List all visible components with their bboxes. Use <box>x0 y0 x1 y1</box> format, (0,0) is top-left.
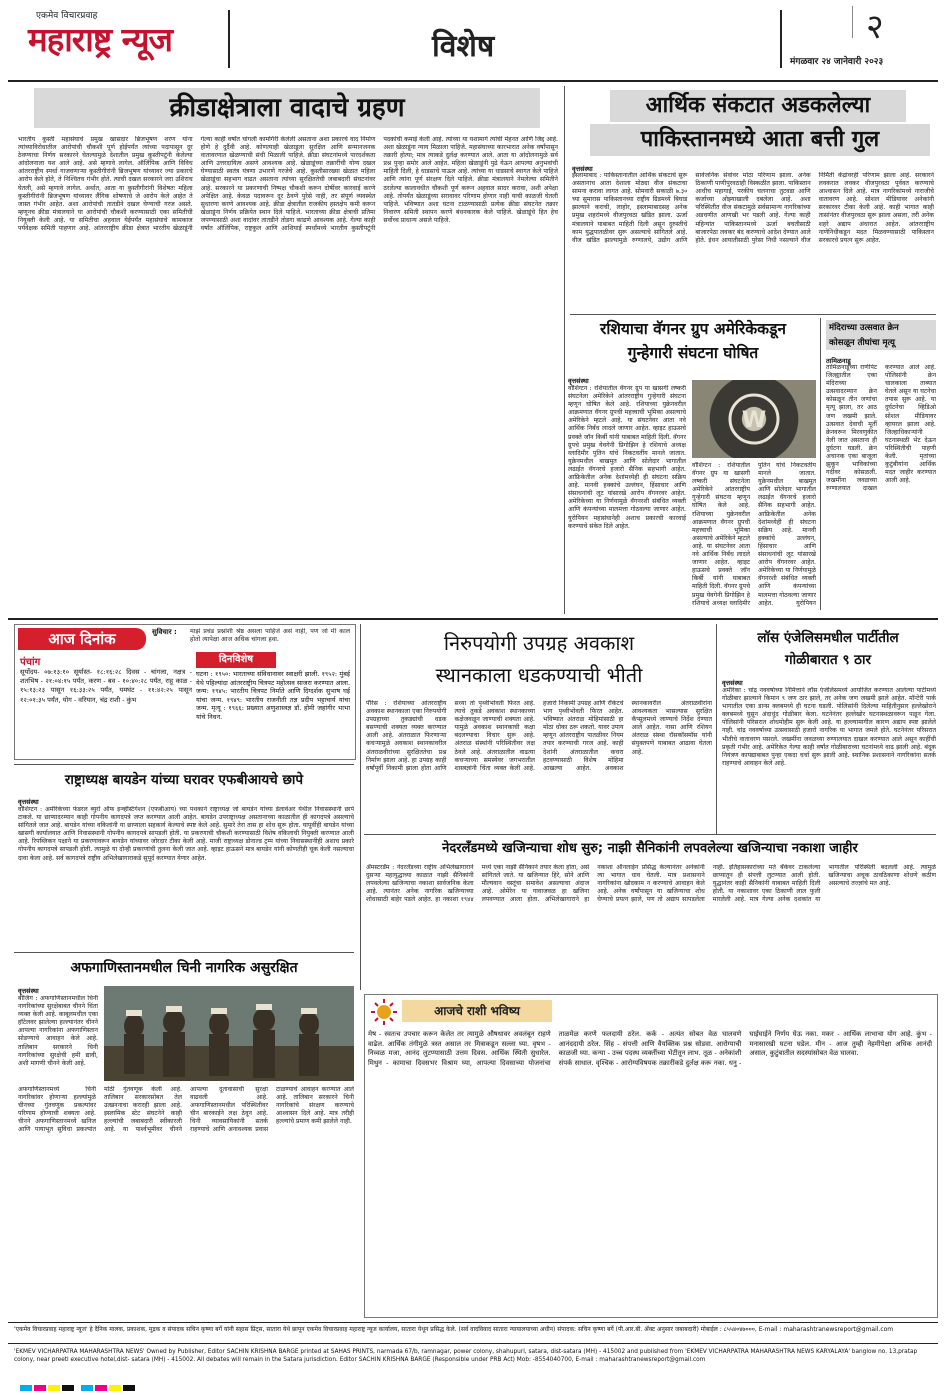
satellite-body: पॅरिस : रशियाच्या आंतरराष्ट्रीय अवकाश स्थानकाला एका निरुपयोगी उपग्रहाच्या तुकड्यांची धडक बसण्याची शक्यता व्यक्त करण्यात आली आहे. अंतराळात फिरणाऱ्या कचऱ्यामुळे अवकाश स्थानकावरील अंतराळवीरांच्या सुरक्षिततेचा प्रश्न निर्माण झाला आहे. हा उपग्रह काही वर्षांपूर्वी निकामी झाला होता आणि सध्या तो पृथ्वीभोवती फिरत आहे. त्याचे तुकडे अवकाश स्थानकाच्या कक्षेजवळून जाण्याची शक्यता आहे. यामुळे अवकाश स्थानकाची कक्षा बदलण्याचा विचार सुरू आहे. अंतराळ संस्थांनी परिस्थितीवर लक्ष ठेवले आहे. अंतराळातील वाढत्या कचऱ्याच्या समस्येवर जगभरातील शास्त्रज्ञांनी चिंता व्यक्त केली आहे. हजारो निकामी उपग्रह आणि रॉकेटचे भाग पृथ्वीभोवती फिरत आहेत. भविष्यात अंतराळ मोहिमांसाठी हा मोठा धोका ठरू शकतो. यावर उपाय म्हणून आंतरराष्ट्रीय पातळीवर नियम तयार करण्याची गरज आहे. काही देशांनी अंतराळातील कचरा हटवण्यासाठी विशेष मोहिमा आखल्या आहेत. अवकाश स्थानकावरील अंतराळवीरांना आवश्यकता भासल्यास सुरक्षित कॅप्सूलमध्ये जाण्याचे निर्देश देण्यात आले आहेत. नासा आणि रशियन अंतराळ संस्था रॉसकॉसमॉस यांनी संयुक्तपणे याबाबत आढावा घेतला आहे. <box>366 700 712 772</box>
svg-text:W: W <box>741 408 767 433</box>
dinvishesh-text: घटना : १९५०: भारताच्या संविधानावर स्वाक्षरी झाली. १९५२: मुंबई येथे पहिल्यांदा आंतरराष्ट्रीय चित्रपट महोत्सव साजरा करण्यात आला. जन्म: १९४५: भारतीय चित्रपट निर्माते आणि दिग्दर्शक सुभाष घई यांचा जन्म. १९४९: भारतीय राजनीती तज्ञ प्रदीप भट्टाचार्य यांचा जन्म. मृत्यू : १९६६: प्रख्यात अणुशास्त्रज्ञ डॉ. होमी जहांगीर भाभा यांचे निधन. <box>196 670 350 721</box>
satellite-headline-1: निरुपयोगी उपग्रह अवकाश <box>443 631 635 655</box>
sports-headline-box <box>34 88 540 128</box>
afghanistan-headline: अफगाणिस्तानमधील चिनी नागरिक असुरक्षित <box>70 960 298 976</box>
pakistan-body: इस्लामाबाद : पाकिस्तानातील आर्थिक संकटाचे सुरू असतानाच आता देशाला मोठ्या वीज संकटाचा सामना करावा लागत आहे. सोमवारी सकाळी ७.३० च्या सुमारास पाकिस्तानच्या राष्ट्रीय ग्रिडमध्ये बिघाड झाल्याने कराची, लाहोर, इस्लामाबादसह अनेक प्रमुख शहरांमध्ये वीजपुरवठा खंडित झाला. ऊर्जा मंत्रालयाने याबाबत माहिती दिली असून दुरुस्तीचे काम युद्धपातळीवर सुरू असल्याचे सांगितले आहे. वीज खंडित झाल्यामुळे रुग्णालये, उद्योग आणि सार्वजनिक सेवांवर मोठा परिणाम झाला. अनेक ठिकाणी पाणीपुरवठाही विस्कळीत झाला. पाकिस्तान आधीच महागाई, परकीय चलनाचा तुटवडा आणि कर्जाच्या ओझ्याखाली दबलेला आहे. अशा परिस्थितीत वीज संकटामुळे सर्वसामान्य नागरिकांच्या अडचणीत आणखी भर पडली आहे. गेल्या काही महिन्यांत पाकिस्तानमध्ये ऊर्जा बचतीसाठी बाजारपेठा लवकर बंद करण्याचे आदेश देण्यात आले होते. इंधन आयातीसाठी पुरेसा निधी नसल्याने वीज निर्मिती केंद्रांवरही परिणाम झाला आहे. सरकारने लवकरात लवकर वीजपुरवठा पूर्ववत करण्याचे आश्वासन दिले आहे. मात्र नागरिकांमध्ये नाराजीचे वातावरण आहे. सोशल मीडियावर अनेकांनी सरकारवर टीका केली आहे. काही भागात काही तासांनंतर वीजपुरवठा सुरू झाला असला, तरी अनेक शहरे अद्याप अंधारात आहेत. आंतरराष्ट्रीय नाणेनिधीकडून मदत मिळवण्यासाठी पाकिस्तान सरकारचे प्रयत्न सुरू आहेत. <box>572 172 934 244</box>
rashi-title: आजचे राशी भविष्य <box>402 1000 552 1022</box>
wagner-headline-2: गुन्हेगारी संघटना घोषित <box>627 344 759 362</box>
pakistan-headline-2: पाकिस्तानमध्ये आता बत्ती गुल <box>590 124 930 156</box>
paper-name: महाराष्ट्र न्यूज <box>28 20 172 59</box>
losangeles-headline-2: गोळीबारात ९ ठार <box>784 652 872 668</box>
afghanistan-body-left: बीजिंग : अफगाणिस्तानमधील चिनी नागरिकांच्या सुरक्षेबाबत चीनने चिंता व्यक्त केली आहे. काबूलमधील एका हॉटेलवर झालेल्या हल्ल्यानंतर चीनने आपल्या नागरिकांना अफगाणिस्तान सोडण्याचे आवाहन केले आहे. तालिबान सरकारने चिनी नागरिकांच्या सुरक्षेची हमी द्यावी, अशी मागणी चीनने केली आहे. <box>18 995 98 1067</box>
biden-headline: राष्ट्राध्यक्ष बायडेन यांच्या घरावर एफबीआयचे छापे <box>64 772 304 788</box>
afghanistan-body: अफगाणिस्तानमध्ये चिनी नागरिकांवर होणाऱ्या हल्ल्यांमुळे चीनच्या गुंतवणूक प्रकल्पांवर परिणाम होण्याची शक्यता आहे. चीनने अफगाणिस्तानमध्ये खनिज आणि पायाभूत सुविधा प्रकल्पांत मोठी गुंतवणूक केली आहे. तालिबान सरकारसोबत तेल उत्खननाचा करारही झाला आहे. इस्लामिक स्टेट संघटनेने काही हल्ल्यांची जबाबदारी स्वीकारली आहे. या पार्श्वभूमीवर चीनने आपल्या दूतावासाची सुरक्षा वाढवली आहे. अफगाणिस्तानमधील परिस्थितीवर चीन बारकाईने लक्ष ठेवून आहे. चिनी व्यावसायिकांनी सतर्क राहण्याचे आणि अनावश्यक प्रवास टाळण्याचे आवाहन करण्यात आले आहे. तालिबान सरकारने चिनी नागरिकांचे संरक्षण करण्याचे आश्वासन दिले आहे. मात्र तरीही हल्ल्यांचे प्रमाण कमी झालेले नाही. <box>18 1086 354 1134</box>
wagner-body-cont: वॉशिंग्टन : रशियातील वॅगनर ग्रुप या खासगी लष्करी संघटनेला अमेरिकेने आंतरराष्ट्रीय गुन्हेगारी संघटना म्हणून घोषित केले आहे. रशियाच्या युक्रेनवरील आक्रमणात वॅगनर ग्रुपची महत्त्वाची भूमिका असल्याचे अमेरिकेने म्हटले आहे. या संघटनेवर आता नवे आर्थिक निर्बंध लादले जाणार आहेत. व्हाइट हाऊसचे प्रवक्ते जॉन किर्बी यांनी याबाबत माहिती दिली. वॅगनर ग्रुपचे प्रमुख येवगेनी प्रिगोझिन हे रशियाचे अध्यक्ष व्लादिमीर पुतिन यांचे निकटवर्तीय मानले जातात. युक्रेनमधील बाखमुत आणि सोलेदार भागातील लढाईत वॅगनरचे हजारो सैनिक सहभागी आहेत. आफ्रिकेतील अनेक देशांमध्येही ही संघटना सक्रिय आहे. मानवी हक्कांचे उल्लंघन, हिंसाचार आणि संसाधनांची लूट यांसारखे आरोप वॅगनरवर आहेत. अमेरिकेच्या या निर्णयामुळे वॅगनरशी संबंधित व्यक्ती आणि कंपन्यांच्या मालमत्ता गोठवल्या जाणार आहेत. युरोपियन <box>692 462 816 607</box>
footer-marathi: 'एकमेव विचारप्रवाह महाराष्ट्र न्यूज' हे दैनिक मालक, प्रकाशक, मुद्रक व संपादक सचिन कृष्णा बर्गे यांनी सहास प्रिंट्स, सातारा येथे छापून एकमेव विचारप्रवाह महाराष्ट्र न्यूज कार्यालय, सातारा येथून प्रसिद्ध केले. (सर्व वादविवाद सातारा न्यायालयाच्या अधीन) संपादक: सचिन कृष्णा बर्गे (पी.आर.बी. ॲक्ट अनुसार जबाबदारी) मोबाईल : ८५५४०४७०००, E-mail : maharashtranewsreport@gmail.com <box>14 1326 894 1333</box>
footer-english: 'EKMEV VICHARPATRA MAHARASHTRA NEWS' Owned by Publisher, Editor SACHIN KRISHNA BARGE printed at SAHAS PRINTS, narmada 67/b, ramnagar, power colony, shahupuri, satara, dist-satara (MH) - 415002 and published from 'EKMEV VICHARPATRA MAHARASHTRA NEWS KARYALAYA' banglow no. 13,pratap colony, near preeti executive hotel,dist- satara (MH) - 415002. All debates will remain in the Satara jurisdiction. Editor SACHIN KRISHNA BARGE (Responsible under PRB Act) Mob: -8554040700, E-mail : maharashtranewsreport@gmail.com <box>14 1349 918 1363</box>
dinvishesh-title: दिनविशेष <box>196 652 276 668</box>
page-number: २ <box>866 7 884 47</box>
temple-headline-1: मंदिराच्या उत्सवात क्रेन <box>829 323 899 333</box>
afghanistan-source: वृत्तसंस्था <box>18 987 39 995</box>
temple-body: तामिळनाडूच्या राणीपेट जिल्ह्यातील एका मंदिराच्या उत्सवादरम्यान क्रेन कोसळून तीन जणांचा मृत्यू झाला, तर आठ जण जखमी झाले. उत्सवात देवाची मूर्ती क्रेनवरून मिरवणुकीत नेली जात असताना ही दुर्घटना घडली. क्रेन अचानक एका बाजूला झुकून भाविकांच्या गर्दीवर कोसळली. जखमींना जवळच्या रुग्णालयात दाखल करण्यात आले आहे. पोलिसांनी क्रेन चालकाला ताब्यात घेतले असून या घटनेचा तपास सुरू आहे. या दुर्घटनेचा व्हिडिओ सोशल मीडियावर व्हायरल झाला आहे. जिल्हाधिकाऱ्यांनी घटनास्थळी भेट देऊन परिस्थितीची पाहणी केली. मृतांच्या कुटुंबीयांना आर्थिक मदत जाहीर करण्यात आली आहे. <box>826 364 936 493</box>
satellite-headline-2: स्थानकाला धडकण्याची भीती <box>435 663 643 687</box>
wagner-body: वॉशिंग्टन : रशियातील वॅगनर ग्रुप या खासगी लष्करी संघटनेला अमेरिकेने आंतरराष्ट्रीय गुन्हेगारी संघटना म्हणून घोषित केले आहे. रशियाच्या युक्रेनवरील आक्रमणात वॅगनर ग्रुपची महत्त्वाची भूमिका असल्याचे अमेरिकेने म्हटले आहे. या संघटनेवर आता नवे आर्थिक निर्बंध लादले जाणार आहेत. व्हाइट हाऊसचे प्रवक्ते जॉन किर्बी यांनी याबाबत माहिती दिली. वॅगनर ग्रुपचे प्रमुख येवगेनी प्रिगोझिन हे रशियाचे अध्यक्ष व्लादिमीर पुतिन यांचे निकटवर्तीय मानले जातात. युक्रेनमधील बाखमुत आणि सोलेदार भागातील लढाईत वॅगनरचे हजारो सैनिक सहभागी आहेत. आफ्रिकेतील अनेक देशांमध्येही ही संघटना सक्रिय आहे. मानवी हक्कांचे उल्लंघन, हिंसाचार आणि संसाधनांची लूट यांसारखे आरोप वॅगनरवर आहेत. अमेरिकेच्या या निर्णयामुळे वॅगनरशी संबंधित व्यक्ती आणि कंपन्यांच्या मालमत्ता गोठवल्या जाणार आहेत. युरोपियन महासंघानेही अशाच प्रकारची कारवाई करण्याचे संकेत दिले आहेत. <box>568 385 686 530</box>
losangeles-headline-1: लॉस एंजेलिसमधील पार्टीतील <box>757 630 899 646</box>
suvichar-text: माझं प्रचंड प्रश्नांशी श्रेष्ठ असला पाहिजे असं नाही, पण जो मी काल होतो त्यापेक्षा आज अधिक चांगला हवा. <box>190 628 350 644</box>
rashi-body: मेष - स्वतःच उपचार करून केलेत तर त्यामुळे औषधावर अवलंबून राहणे वाढेल. आर्थिक तंगीमुळे त्रस्त असाल तर मित्राकडून सल्ला घ्या. वृषभ - निव्वळ मजा, आनंद लुटण्यासाठी उत्तम दिवस. आर्थिक स्थिती सुधारेल. मिथुन - कामाचा दिवसभर विश्राम घ्या, आपल्या दिवसाच्या योजनांचा ताळमेळ करणे फलदायी ठरेल. कर्क - अत्यंत सोबत वेळ घालवणे आनंददायी ठरेल. सिंह - संपत्ती आणि वैयक्तिक प्रश्न सोडवा. आरोग्याची काळजी घ्या. कन्या - उच्च पदस्थ व्यक्तींच्या भेटीतून लाभ. तूळ - अनेकांशी संपर्क साधाल. वृश्चिक - आरोग्यविषयक तक्रारींकडे दुर्लक्ष करू नका. धनु - घाईघाईने निर्णय घेऊ नका. मकर - आर्थिक लाभाचा योग आहे. कुंभ - मनासारखी घटना घडेल. मीन - आज तुम्ही नेहमीपेक्षा अधिक आनंदी असाल, कुटुंबातील सदस्यांसोबत वेळ घालवा. <box>368 1030 932 1067</box>
wagner-headline-1: रशियाचा वॅगनर ग्रुप अमेरिकेकडून <box>600 320 786 338</box>
taliban-fighters-photo <box>104 986 354 1081</box>
wagner-source: वृत्तसंस्था <box>568 377 589 385</box>
netherlands-body: ॲमस्टरडॅम : नेदरलँडच्या राष्ट्रीय अभिलेखागाराने दुसऱ्या महायुद्धाच्या काळात नाझी सैनिकांनी लपवलेल्या खजिन्याचा नकाशा सार्वजनिक केला आहे. त्यानंतर अनेक नागरिक खजिन्याच्या शोधासाठी बाहेर पडले आहेत. हा नकाशा १९४४ मध्ये एका नाझी सैनिकाने तयार केला होता, असे सांगितले जाते. या खजिन्यात हिरे, सोने आणि मौल्यवान वस्तूंचा समावेश असल्याचा अंदाज आहे. ओमेरेन या गावाजवळ हा खजिना लपवण्यात आला होता. अभिलेखागाराने हा नकाशा ऑनलाईन प्रसिद्ध केल्यानंतर अनेकांनी त्या भागात धाव घेतली. मात्र प्रशासनाने नागरिकांना खोदकाम न करण्याचे आवाहन केले आहे. अनेक वर्षांपासून या खजिन्याचा शोध घेण्याचे प्रयत्न झाले, पण तो अद्याप सापडलेला नाही. इतिहासकारांच्या मते बँकेवर टाकलेल्या छाप्यातून ही संपत्ती लुटण्यात आली होती. युद्धानंतर काही सैनिकांनी याबाबत माहिती दिली होती. या नकाशावर एका ठिकाणी लाल फुली मारलेली आहे. मात्र गेल्या अनेक दशकांत या भागातील परिस्थिती बदलली आहे. त्यामुळे खजिन्याचा अचूक ठावठिकाणा शोधणे कठीण असल्याचे तज्ज्ञांचे मत आहे. <box>366 864 936 904</box>
temple-headline-box <box>826 320 936 350</box>
biden-body: वॉशिंग्टन : अमेरिकेच्या फेडरल ब्युरो ऑफ इन्व्हेस्टिगेशन (एफबीआय) च्या पथकाने राष्ट्राध्यक्ष जो बायडेन यांच्या डेलावेअर येथील निवासस्थानी छापे टाकले. या छाप्यादरम्यान काही गोपनीय कागदपत्रे जप्त करण्यात आली आहेत. बायडेन उपराष्ट्राध्यक्ष असतानाच्या काळातील ही कागदपत्रे असल्याचे सांगितले जात आहे. बायडेन यांच्या वकिलांनी या छाप्याला सहकार्य केल्याचे स्पष्ट केले आहे. सुमारे तेरा तास हा शोध सुरू होता. यापूर्वीही बायडेन यांच्या खासगी कार्यालयात आणि निवासस्थानी गोपनीय कागदपत्रे सापडली होती. या प्रकरणाची चौकशी करण्यासाठी विशेष वकिलाची नियुक्ती करण्यात आली आहे. रिपब्लिकन पक्षाने या प्रकरणावरून बायडेन यांच्यावर जोरदार टीका केली आहे. माजी राष्ट्राध्यक्ष डोनाल्ड ट्रम्प यांच्या निवासस्थानीही अशाच प्रकारे गोपनीय कागदपत्रे सापडली होती. त्यामुळे या दोन्ही प्रकरणांची तुलना केली जात आहे. व्हाइट हाऊसने मात्र बायडेन यांनी कोणतीही चूक केली नसल्याचा दावा केला आहे. सर्व कागदपत्रे राष्ट्रीय अभिलेखागाराकडे सुपूर्द करण्यात येणार आहेत. <box>18 806 354 862</box>
pakistan-source: वृत्तसंस्था <box>572 165 593 173</box>
sun-emblem-icon <box>370 998 398 1026</box>
netherlands-headline: नेदरलँडमध्ये खजिन्याचा शोध सुरु; नाझी सैनिकांनी लपवलेल्या खजिन्याचा नकाशा जाहीर <box>442 841 858 856</box>
aaj-dinank-title: आज दिनांक <box>18 628 146 650</box>
pakistan-headline-1: आर्थिक संकटात अडकलेल्या <box>610 90 906 122</box>
biden-source: वृत्तसंस्था <box>18 798 39 806</box>
sports-headline: क्रीडाक्षेत्राला वादाचे ग्रहण <box>169 93 405 123</box>
print-color-bar <box>20 1376 137 1395</box>
panchang-text: सूर्योदय- ०७:१३:१० सूर्यास्त- १८:१६:२८ दिवस - चांगला, नक्षत्र - शतभिष - २१:०४:१५ पर्यंत, करण - बव - १०:४०:२८ पर्यंत, राहू काळ - १५:१३:२३ पासून १६:३३:२५ पर्यंत, यमघंट - ११:४२:२५ पासून १२:०१:३५ पर्यंत, योग - वरियान, चंद्र राशी - कुंभ <box>20 668 192 704</box>
section-name: विशेष <box>432 29 495 64</box>
temple-headline-2: कोसळून तीघांचा मृत्यू <box>829 338 895 348</box>
wagner-logo-photo <box>692 380 816 458</box>
masthead <box>0 0 945 76</box>
losangeles-body: अमेरिका : चांद्र नववर्षाच्या निमित्ताने लॉस एंजेलिसमध्ये आयोजित करण्यात आलेल्या पार्टीमध्ये गोळीबार झाल्याने किमान ९ जण ठार झाले, तर अनेक जण जखमी झाले आहेत. मॉन्टेरी पार्क भागातील एका डान्स क्लबमध्ये ही घटना घडली. पोलिसांनी दिलेल्या माहितीनुसार हल्लेखोराने क्लबमध्ये घुसून अंदाधुंद गोळीबार केला. घटनेनंतर हल्लेखोर घटनास्थळावरून पळून गेला. पोलिसांनी परिसरात शोधमोहीम सुरू केली आहे. या हल्ल्यामागील कारण अद्याप स्पष्ट झालेले नाही. चांद्र नववर्षाच्या उत्सवासाठी हजारो नागरिक या भागात जमले होते. घटनेनंतर परिसरात भीतीचे वातावरण पसरले. जखमींना जवळच्या रुग्णालयात दाखल करण्यात आले असून काहींची प्रकृती गंभीर आहे. अमेरिकेत गेल्या काही वर्षांत गोळीबाराच्या घटनांमध्ये वाढ झाली आहे. बंदूक नियंत्रण कायद्याबाबत पुन्हा एकदा चर्चा सुरू झाली आहे. स्थानिक प्रशासनाने नागरिकांना सतर्क राहण्याचे आवाहन केले आहे. <box>722 687 936 767</box>
masthead-tagline: एकमेव विचारप्रवाह <box>36 11 98 21</box>
temple-source: तामिळनाडू <box>826 357 851 365</box>
panchang-title: पंचांग <box>20 657 41 668</box>
sports-body: भारतीय कुस्ती महासंघाचे प्रमुख खासदार ब्रिजभूषण शरण यांना त्यांच्याविरोधातील आरोपांची चौकशी पूर्ण होईपर्यंत त्यांच्या पदापासून दूर ठेवण्याचा निर्णय सरकारने घेतल्यामुळे देशातील प्रमुख कुस्तीपटूंनी केलेल्या आंदोलनाला यश आले आहे. असे म्हणावे लागेल. ऑलिंपिक आणि विविध आंतरराष्ट्रीय स्पर्धा गाजवणाऱ्या कुस्तीगीरांनी ब्रिजभूषण यांच्यावर ज्या प्रकारचे आरोप केले होते, ते निश्चितच गंभीर होते. त्याची दखल सरकारने जरा उशिराच घेतली, असे म्हणावे लागेल. अर्थात, आता या कुस्तीगीरांनी विशेषतः महिला कुस्तीगीरांनी ब्रिजभूषण यांच्यावर लैंगिक शोषणाचे जे आरोप केले आहेत ते जास्त गंभीर आहेत. अशा आरोपांची तातडीने दखल घेण्याची गरज असते. म्हणूनच क्रीडा मंत्रालयाने या आरोपांची चौकशी करण्यासाठी एका समितीची नियुक्ती केली आहे. या समितीचा अहवाल येईपर्यंत महासंघाचे कामकाज पर्यवेक्षक समिती पाहणार आहे. आंतरराष्ट्रीय क्रीडा क्षेत्रात भारतीय खेळाडूंनी गेल्या काही वर्षांत चांगली कामगिरी केलेली असताना अशा प्रकारचे वाद निर्माण होणे हे दुर्दैवी आहे. कोणत्याही खेळाडूला सुरक्षित आणि सन्मानजनक वातावरणात खेळण्याची संधी मिळाली पाहिजे. क्रीडा संघटनांमध्ये पारदर्शकता आणि उत्तरदायित्व असणे आवश्यक आहे. खेळाडूंच्या तक्रारींची योग्य दखल घेण्यासाठी स्वतंत्र यंत्रणा उभारणे गरजेचे आहे. कुस्तीसारख्या खेळात महिला खेळाडूंचा सहभाग वाढत असताना त्यांच्या सुरक्षिततेची जबाबदारी संघटनांवर आहे. सरकारने या प्रकरणाची निष्पक्ष चौकशी करून दोषींवर कारवाई करणे अपेक्षित आहे. केवळ पदावरून दूर ठेवणे पुरेसे नाही, तर संपूर्ण व्यवस्थेत सुधारणा करणे आवश्यक आहे. क्रीडा क्षेत्रातील राजकीय हस्तक्षेप कमी करून खेळाडूंना निर्णय प्रक्रियेत स्थान दिले पाहिजे. भारताच्या क्रीडा क्षेत्राची प्रतिमा जपण्यासाठी अशा वादांवर तातडीने तोडगा काढणे आवश्यक आहे. गेल्या काही वर्षांत ऑलिंपिक, राष्ट्रकुल आणि आशियाई स्पर्धांमध्ये भारतीय कुस्तीपटूंनी पदकांची कमाई केली आहे. त्यांच्या या यशामागे त्यांची मेहनत आणि जिद्द आहे. अशा खेळाडूंना न्याय मिळाला पाहिजे. महासंघाच्या कारभारात अनेक वर्षांपासून तक्रारी होत्या; मात्र त्याकडे दुर्लक्ष करण्यात आले. आता या आंदोलनामुळे सर्व प्रश्न पुन्हा समोर आले आहेत. महिला खेळाडूंनी पुढे येऊन आपल्या अनुभवांची माहिती दिली, हे धाडसाचे पाऊल आहे. त्यांच्या या धाडसाचे स्वागत केले पाहिजे आणि त्यांना पूर्ण संरक्षण दिले पाहिजे. क्रीडा मंत्रालयाने नेमलेल्या समितीने ठरलेल्या कालावधीत चौकशी पूर्ण करून अहवाल सादर करावा, अशी अपेक्षा आहे. तोपर्यंत खेळाडूंच्या सरावावर परिणाम होणार नाही याची काळजी घेतली पाहिजे. भविष्यात अशा घटना टाळण्यासाठी प्रत्येक क्रीडा संघटनेत तक्रार निवारण समिती स्थापन करणे बंधनकारक केले पाहिजे. खेळाडूंचे हित हेच सर्वोच्च प्राधान्य असले पाहिजे. <box>18 136 558 233</box>
losangeles-source: वृत्तसंस्था <box>722 679 743 687</box>
suvichar-label: सुविचार : <box>152 628 177 636</box>
issue-date: मंगळवार २४ जानेवारी २०२३ <box>790 57 884 67</box>
